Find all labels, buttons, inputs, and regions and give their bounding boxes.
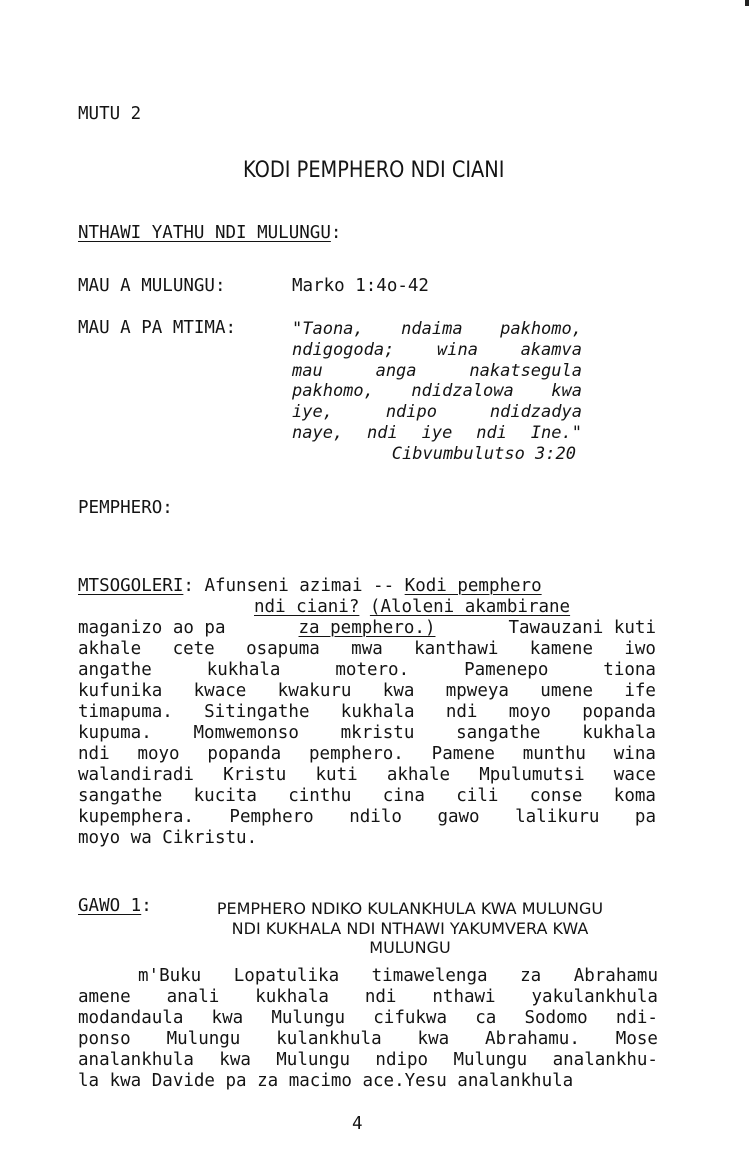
page-title: KODI PEMPHERO NDI CIANI (243, 158, 505, 183)
section-heading (78, 223, 341, 243)
mtsogoleri-line: angathe kukhala motero. Pamenepo tiona (78, 660, 656, 680)
mtsogoleri-line: MTSOGOLERI: Afunseni azimai -- Kodi pemphero (78, 576, 542, 596)
gawo-title-line: PEMPHERO NDIKO KULANKHULA KWA MULUNGU (216, 899, 604, 918)
gawo-title (176, 899, 644, 958)
mtsogoleri-line: kupemphera. Pemphero ndilo gawo lalikuru pa (78, 807, 656, 827)
memory-verse-line: ndigogoda; wina akamva (292, 339, 582, 360)
section-heading-colon: : (330, 223, 342, 243)
mtsogoleri-line: ndi moyo popanda pemphero. Pamene munthu wina (78, 744, 656, 764)
chapter-label: MUTU 2 (78, 104, 142, 124)
mtsogoleri-line: sangathe kucita cinthu cina cili conse koma (78, 786, 656, 806)
mtsogoleri-line: walandiradi Kristu kuti akhale Mpulumutsi wace (78, 765, 656, 785)
scan-corner-mark (745, 0, 749, 6)
gawo-line: amene anali kukhala ndi nthawi yakulankhula (78, 987, 658, 1007)
gawo-title-line: NDI KUKHALA NDI NTHAWI YAKUMVERA KWA (231, 918, 589, 938)
pemphero-label: PEMPHERO: (78, 498, 173, 518)
gawo-line: m'Buku Lopatulika timawelenga za Abrahamu (138, 966, 658, 986)
gawo-line: la kwa Davide pa za macimo ace.Yesu analankhula (78, 1071, 574, 1091)
memory-verse-line: iye, ndipo ndidzadya (292, 402, 582, 423)
gawo-paragraph (78, 966, 658, 1092)
page-number: 4 (352, 1114, 363, 1134)
memory-verse (292, 319, 582, 465)
question-text: Kodi pemphero (404, 576, 542, 596)
gawo-line: modandaula kwa Mulungu cifukwa ca Sodomo ndi- (78, 1008, 658, 1028)
gawo-label: GAWO 1: (78, 896, 152, 916)
memory-verse-line: naye, ndi iye ndi Ine." (292, 422, 582, 443)
mtsogoleri-line: akhale cete osapuma mwa kanthawi kamene iwo (78, 639, 656, 659)
mtsogoleri-line: kufunika kwace kwakuru kwa mpweya umene ife (78, 681, 656, 701)
mau-mulungu-label: MAU A MULUNGU: (78, 276, 226, 296)
memory-verse-reference: Cibvumbulutso 3:20 (391, 443, 576, 464)
mtsogoleri-line: maganizo ao pa za pemphero.) Tawauzani kuti (78, 618, 656, 638)
mtsogoleri-paragraph (78, 576, 656, 849)
mau-mtima-label: MAU A PA MTIMA: (78, 318, 237, 338)
scripture-reference: Marko 1:4o-42 (292, 276, 429, 296)
gawo-title-line: MULUNGU (369, 938, 451, 957)
mtsogoleri-line: moyo wa Cikristu. (78, 828, 258, 848)
gawo-line: analankhula kwa Mulungu ndipo Mulungu analankhu- (78, 1050, 658, 1070)
mtsogoleri-line: ndi ciani? (Aloleni akambirane (254, 597, 571, 617)
aside-text: (Aloleni akambirane (369, 597, 571, 617)
mtsogoleri-line: timapuma. Sitingathe kukhala ndi moyo popanda (78, 702, 656, 722)
memory-verse-line: pakhomo, ndidzalowa kwa (292, 381, 582, 402)
memory-verse-line: "Taona, ndaima pakhomo, (292, 319, 582, 339)
section-heading-text: NTHAWI YATHU NDI MULUNGU (78, 223, 331, 243)
mtsogoleri-label: MTSOGOLERI (78, 576, 184, 596)
memory-verse-line: mau anga nakatsegula (292, 360, 582, 381)
mtsogoleri-line: kupuma. Momwemonso mkristu sangathe kukhala (78, 723, 656, 743)
gawo-line: ponso Mulungu kulankhula kwa Abrahamu. Mose (78, 1029, 658, 1049)
